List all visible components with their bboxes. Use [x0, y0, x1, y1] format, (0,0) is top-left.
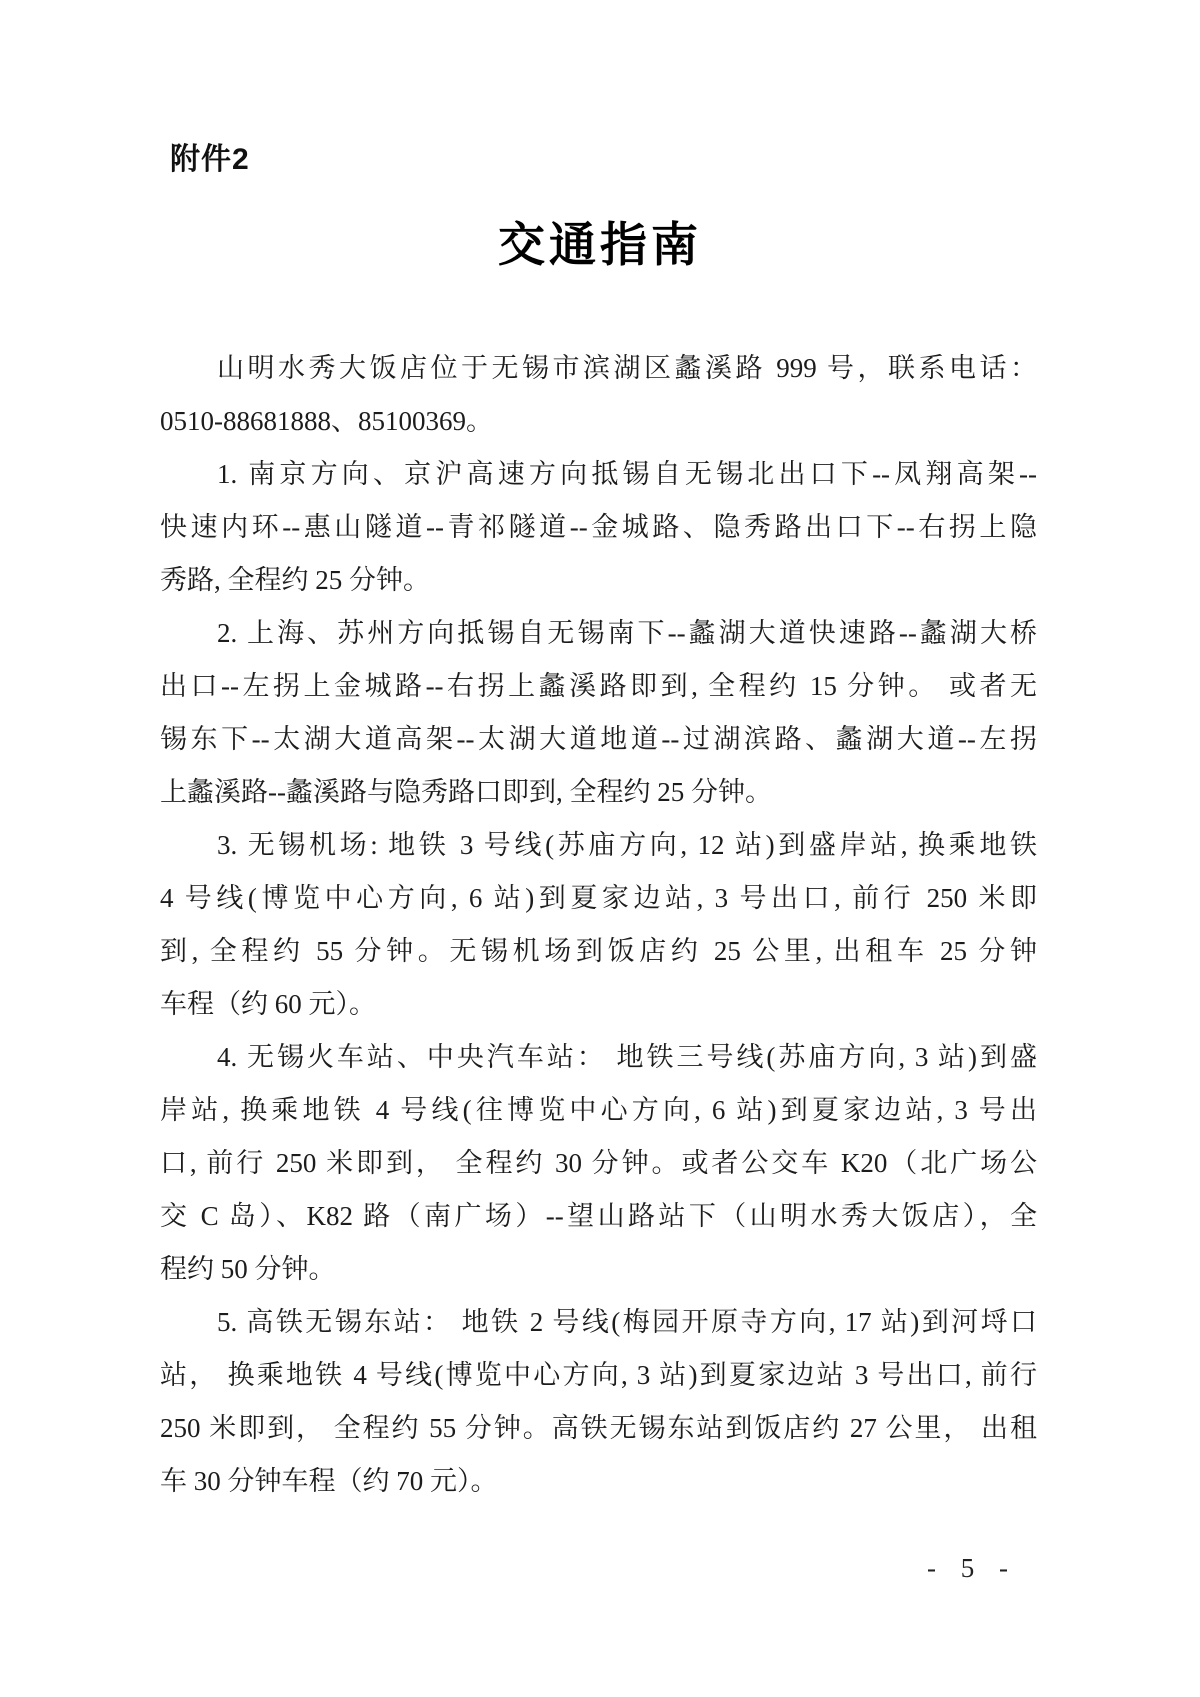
text-line: 锡东下--太湖大道高架--太湖大道地道--过湖滨路、蠡湖大道--左拐 [160, 724, 1037, 754]
text-line: 站， 换乘地铁 4 号线(博览中心方向, 3 站)到夏家边站 3 号出口, 前行 [160, 1360, 1037, 1390]
text-line: 岸站, 换乘地铁 4 号线(往博览中心方向, 6 站)到夏家边站, 3 号出 [160, 1095, 1037, 1125]
page-number: - 5 - [927, 1553, 1017, 1583]
text-line: 上蠡溪路--蠡溪路与隐秀路口即到, 全程约 25 分钟。 [160, 777, 772, 807]
text-line: 快速内环--惠山隧道--青祁隧道--金城路、隐秀路出口下--右拐上隐 [160, 512, 1037, 542]
page-title: 交通指南 [498, 220, 702, 272]
text-line: 2. 上海、苏州方向抵锡自无锡南下--蠡湖大道快速路--蠡湖大桥 [217, 618, 1037, 648]
text-line: 程约 50 分钟。 [160, 1254, 336, 1284]
text-line: 山明水秀大饭店位于无锡市滨湖区蠡溪路 999 号，联系电话： [217, 353, 1037, 383]
text-line: 车程（约 60 元）。 [160, 989, 376, 1019]
document-body [160, 342, 1037, 1508]
text-line: 4. 无锡火车站、中央汽车站： 地铁三号线(苏庙方向, 3 站)到盛 [217, 1042, 1037, 1072]
text-line: 出口--左拐上金城路--右拐上蠡溪路即到, 全程约 15 分钟。 或者无 [160, 671, 1037, 701]
text-line: 到, 全程约 55 分钟。无锡机场到饭店约 25 公里, 出租车 25 分钟 [160, 936, 1037, 966]
text-line: 250 米即到， 全程约 55 分钟。高铁无锡东站到饭店约 27 公里， 出租 [160, 1413, 1037, 1443]
text-line: 1. 南京方向、京沪高速方向抵锡自无锡北出口下--凤翔高架-- [217, 459, 1037, 489]
text-line: 口, 前行 250 米即到， 全程约 30 分钟。或者公交车 K20（北广场公 [160, 1148, 1037, 1178]
text-line: 3. 无锡机场: 地铁 3 号线(苏庙方向, 12 站)到盛岸站, 换乘地铁 [217, 830, 1037, 860]
text-line: 车 30 分钟车程（约 70 元）。 [160, 1466, 498, 1496]
text-line: 4 号线(博览中心方向, 6 站)到夏家边站, 3 号出口, 前行 250 米即 [160, 883, 1037, 913]
text-line: 交 C 岛）、K82 路（南广场）--望山路站下（山明水秀大饭店），全 [160, 1201, 1037, 1231]
text-line: 0510-88681888、85100369。 [160, 406, 493, 436]
text-line: 秀路, 全程约 25 分钟。 [160, 565, 430, 595]
text-line: 5. 高铁无锡东站： 地铁 2 号线(梅园开原寺方向, 17 站)到河埒口 [217, 1307, 1037, 1337]
attachment-label: 附件2 [170, 143, 250, 176]
